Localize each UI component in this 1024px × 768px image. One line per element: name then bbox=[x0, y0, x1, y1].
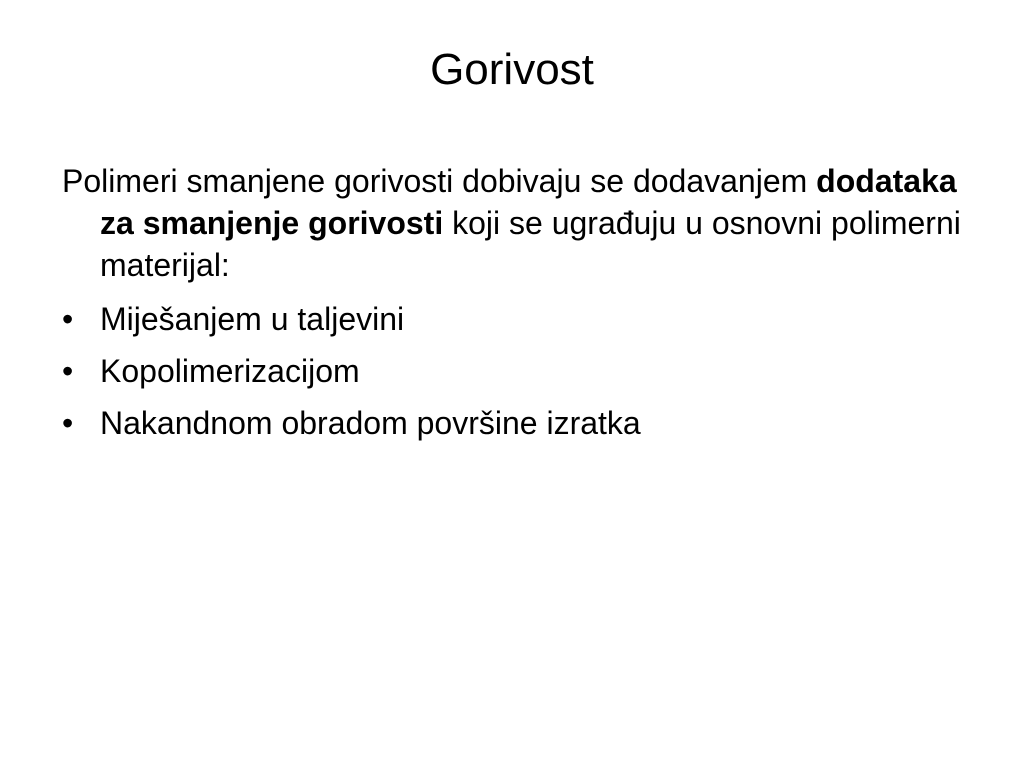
intro-text-end: koji se ugrađuju u osnovni polimerni materijal: bbox=[100, 205, 961, 283]
bullet-text: Kopolimerizacijom bbox=[100, 353, 360, 389]
bullet-icon: • bbox=[62, 353, 74, 389]
bullet-item bbox=[62, 298, 962, 340]
bullet-text: Nakandnom obradom površine izratka bbox=[100, 405, 641, 441]
slide-title: Gorivost bbox=[430, 45, 594, 94]
slide-content bbox=[62, 160, 962, 454]
bullet-icon: • bbox=[62, 405, 74, 441]
intro-text-start: Polimeri smanjene gorivosti dobivaju se dodavanjem bbox=[62, 163, 817, 199]
bullet-text: Miješanjem u taljevini bbox=[100, 301, 405, 337]
bullet-item bbox=[62, 402, 962, 444]
bullet-item bbox=[62, 350, 962, 392]
intro-text-bold: dodataka za smanjenje gorivosti bbox=[100, 163, 957, 241]
bullet-list bbox=[62, 298, 962, 444]
intro-paragraph bbox=[62, 160, 962, 286]
bullet-icon: • bbox=[62, 301, 74, 337]
